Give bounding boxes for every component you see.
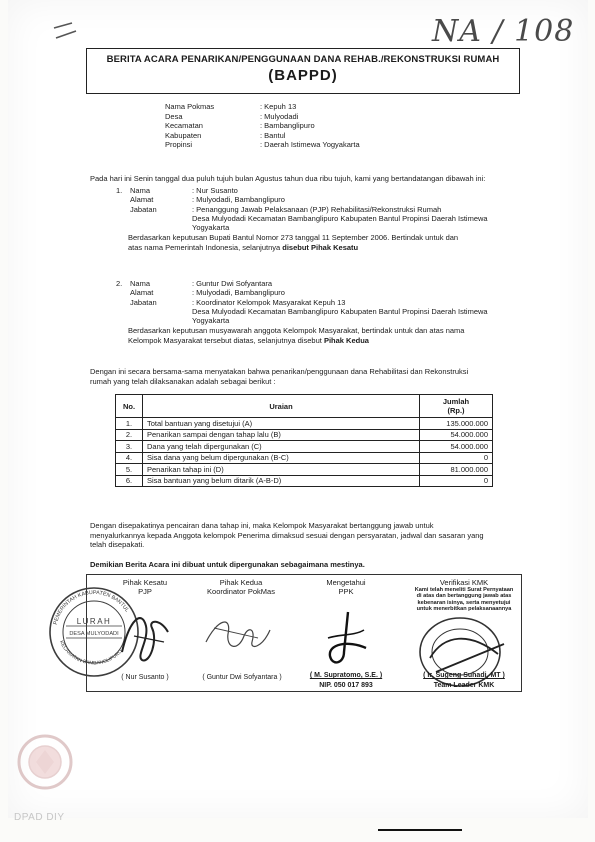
fund-summary-table <box>115 394 493 487</box>
party-number: 1. <box>116 186 123 195</box>
signatory-ppk <box>304 578 388 596</box>
party-position: : Koordinator Kelompok Masyarakat Kepuh 13 <box>192 297 346 307</box>
party-designation: disebut Pihak Kesatu <box>282 242 359 252</box>
signatory-title: Mengetahui <box>326 578 366 587</box>
party-label: Nama <box>130 279 151 288</box>
info-label: Desa <box>165 111 183 121</box>
party-label: Alamat <box>130 195 154 205</box>
verification-note: Kami telah meneliti Surat Pernyataan di atas dan bertanggung jawab atas kebenaran isinya, serta menyetujui untuk menerbitkan pelaksanaannya <box>414 587 514 613</box>
signatory-kmk <box>412 578 516 613</box>
info-value: : Bambanglipuro <box>260 121 315 131</box>
handwritten-dash-mark <box>52 20 82 42</box>
party-label: Nama <box>130 186 151 195</box>
statement-paragraph: Dengan ini secara bersama-sama menyatakan bahwa penarikan/penggunaan dana Rehabilitasi dan Rekonstruksi rumah yang telah dilaksanakan adalah sebagai berikut : <box>90 367 469 386</box>
info-row <box>165 112 360 122</box>
signatory-kmk-role: Team Leader KMK <box>433 682 495 689</box>
info-label: Propinsi <box>165 140 193 150</box>
party-two <box>116 279 527 345</box>
signature-guntur <box>198 608 278 660</box>
signatory-title: Verifikasi KMK <box>439 578 489 587</box>
signatory-role: Koordinator PokMas <box>207 587 275 596</box>
signature-nur-susanto <box>112 606 178 664</box>
table-row: 6. Sisa bantuan yang belum ditarik (A-B-D) 0 <box>116 475 493 487</box>
info-row <box>165 131 360 141</box>
signatory-title: Pihak Kesatu <box>122 578 168 587</box>
table-row: 2. Penarikan sampai dengan tahap lalu (B) 54.000.000 <box>116 429 493 441</box>
info-row <box>165 102 360 112</box>
info-label: Kecamatan <box>165 121 203 131</box>
pokmas-info <box>165 102 360 150</box>
document-title: BERITA ACARA PENARIKAN/PENGGUNAAN DANA REHAB./REKONSTRUKSI RUMAH <box>106 54 500 65</box>
party-number: 2. <box>116 279 123 288</box>
party-label: Alamat <box>130 288 154 298</box>
table-row: 1. Total bantuan yang disetujui (A) 135.000.000 <box>116 418 493 430</box>
table-row: 5. Penarikan tahap ini (D) 81.000.000 <box>116 464 493 476</box>
stamp-text-bottom: KECAMATAN BAMBANGLIPURO <box>57 639 124 667</box>
party-label: Jabatan <box>130 297 157 307</box>
party-one <box>116 186 527 252</box>
stamp-text-village: DESA MULYODADI <box>69 631 119 637</box>
info-value: : Daerah Istimewa Yogyakarta <box>260 140 360 150</box>
closing-statement: Demikian Berita Acara ini dibuat untuk dipergunakan sebagaimana mestinya. <box>90 560 365 569</box>
signatory-name-guntur: ( Guntur Dwi Sofyantara ) <box>202 674 282 681</box>
info-row <box>165 121 360 131</box>
dpad-logo-watermark <box>14 728 76 800</box>
signatory-pihak-kedua <box>196 578 286 596</box>
party-basis: Berdasarkan keputusan Bupati Bantul Nomor 273 tanggal 11 September 2006. Bertindak untuk dan <box>128 233 459 243</box>
signatory-role: PPK <box>338 587 354 596</box>
col-header-jumlah: Jumlah (Rp.) <box>420 395 493 418</box>
party-position: : Penanggung Jawab Pelaksanaan (PJP) Rehabilitasi/Rekonstruksi Rumah <box>192 204 442 214</box>
col-header-no: No. <box>116 395 143 418</box>
party-designation: Pihak Kedua <box>323 335 369 345</box>
party-name: : Nur Susanto <box>192 186 238 195</box>
party-label: Jabatan <box>130 204 157 214</box>
info-label: Kabupaten <box>165 130 202 140</box>
info-value: : Mulyodadi <box>260 111 299 121</box>
party-position-line: Yogyakarta <box>192 316 230 326</box>
document-header <box>86 48 520 94</box>
signatory-role: PJP <box>138 587 152 596</box>
closing-paragraph: Dengan disepakatinya pencairan dana tahap ini, maka Kelompok Masyarakat bertanggung jawab untuk menyalurkannya kepada Anggota kelompok Penerima dimaksud sesuai dengan persyaratan, jadwal dan sasaran yang telah disepakati. <box>90 521 484 549</box>
signatory-title: Pihak Kedua <box>219 578 263 587</box>
signature-supratomo <box>318 608 378 672</box>
document-code-handwritten: NA / 108 <box>432 14 575 49</box>
party-position-line: Yogyakarta <box>192 223 230 233</box>
info-label: Nama Pokmas <box>165 102 215 111</box>
party-position-line: Desa Mulyodadi Kecamatan Bambanglipuro Kabupaten Bantul Propinsi Daerah Istimewa <box>192 306 488 316</box>
watermark-text: DPAD DIY <box>14 812 65 823</box>
party-basis-line: atas nama Pemerintah Indonesia, selanjutnya disebut Pihak Kesatu <box>128 242 359 252</box>
party-address: : Mulyodadi, Bambanglipuro <box>192 195 285 205</box>
info-value: : Kepuh 13 <box>260 102 297 111</box>
party-position-line: Desa Mulyodadi Kecamatan Bambanglipuro Kabupaten Bantul Propinsi Daerah Istimewa <box>192 213 488 223</box>
signatory-name-kmk: ( Ir. Sugeng Suhadi, MT ) <box>423 672 505 679</box>
party-basis: Berdasarkan keputusan musyawarah anggota Kelompok Masyarakat, bertindak untuk dan atas nama <box>128 326 465 336</box>
table-header-row <box>116 395 493 418</box>
intro-paragraph: Pada hari ini Senin tanggal dua puluh tujuh bulan Agustus tahun dua ribu tujuh, kami yang bertandatangan dibawah ini: <box>90 174 486 183</box>
table-row: 4. Sisa dana yang belum dipergunakan (B-C) 0 <box>116 452 493 464</box>
col-header-uraian: Uraian <box>143 395 420 418</box>
table-row: 3. Dana yang telah dipergunakan (C) 54.000.000 <box>116 441 493 453</box>
document-subtitle: (BAPPD) <box>268 67 338 84</box>
info-value: : Bantul <box>260 130 286 140</box>
signatory-name-supratomo: ( M. Supratomo, S.E. ) <box>309 672 383 679</box>
party-address: : Mulyodadi, Bambanglipuro <box>192 288 285 298</box>
signatory-name-nur-susanto: ( Nur Susanto ) <box>121 674 169 681</box>
party-basis-line: Kelompok Masyarakat tersebut diatas, selanjutnya disebut Pihak Kedua <box>128 335 369 345</box>
stamp-text-middle: LURAH <box>76 617 112 626</box>
signatory-nip: NIP. 050 017 893 <box>319 682 373 689</box>
bottom-rule <box>378 829 462 831</box>
info-row <box>165 140 360 150</box>
party-name: : Guntur Dwi Sofyantara <box>192 279 273 288</box>
stamp-text-top: PEMERINTAH KABUPATEN BANTUL <box>52 589 130 626</box>
